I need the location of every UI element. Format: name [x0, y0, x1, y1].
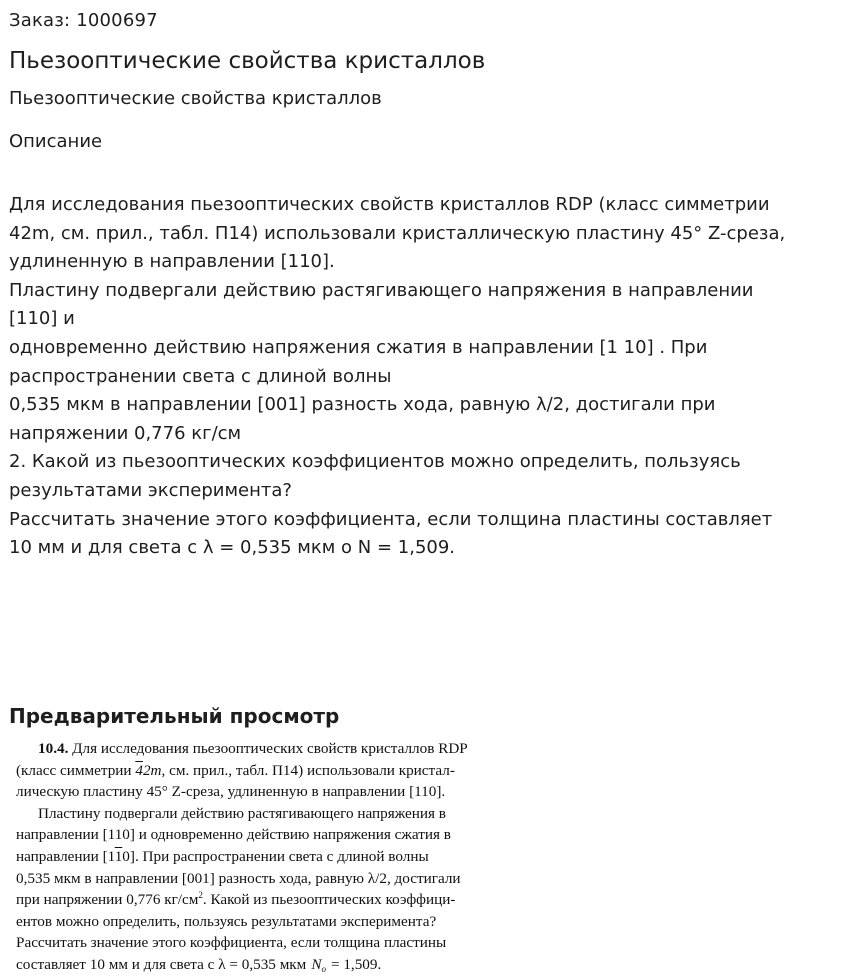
preview-text: Для исследования пьезооптических свойств кристаллов RDP — [72, 740, 468, 757]
preview-line — [16, 954, 526, 976]
description-text — [9, 191, 843, 563]
description-line: распространении света с длиной волны — [9, 365, 392, 387]
superscript: 2 — [198, 890, 203, 901]
preview-text: при напряжении 0,776 кг/см — [16, 891, 199, 909]
symmetry-bar-digit: 4 — [135, 761, 143, 779]
direction-a: [1 — [102, 847, 115, 865]
preview-text: Пластину подвергали действию растягивающего напряжения в — [38, 804, 446, 822]
direction-b: 0] — [122, 847, 135, 865]
preview-text: направлении [110] и одновременно действию напряжения сжатия в — [16, 826, 451, 844]
description-line: Для исследования пьезооптических свойств кристаллов RDP (класс симметрии — [9, 194, 770, 215]
preview-text: 0,535 мкм в направлении [001] разность хода, равную λ/2, достигали — [16, 869, 461, 887]
description-line: напряжении 0,776 кг/см — [9, 422, 242, 444]
preview-line — [16, 868, 526, 890]
direction-bar-digit: 1 — [114, 847, 123, 865]
preview-text: , см. прил., табл. П14) использовали кристал- — [161, 761, 455, 779]
symmetry-class: 2m — [142, 761, 162, 779]
preview-heading: Предварительный просмотр — [9, 704, 340, 728]
refractive-index-subscript: o — [321, 963, 326, 974]
preview-text: составляет 10 мм и для света с λ = 0,535 мкм — [16, 955, 307, 973]
preview-text: = 1,509. — [330, 955, 382, 973]
problem-number: 10.4. — [38, 740, 69, 757]
preview-text: . Какой из пьезооптических коэффици- — [202, 891, 456, 909]
preview-text: лическую пластину 45° Z-среза, удлиненную в направлении [110]. — [16, 783, 446, 801]
refractive-index-symbol: N — [311, 955, 322, 973]
description-line: 0,535 мкм в направлении [001] разность хода, равную λ/2, достигали при — [9, 394, 716, 416]
preview-line — [16, 760, 526, 782]
preview-line — [16, 932, 526, 954]
description-heading: Описание — [9, 131, 103, 152]
description-line: удлиненную в направлении [110]. — [9, 251, 335, 273]
description-line: [110] и — [9, 308, 75, 330]
description-line: 10 мм и для света с λ = 0,535 мкм о N = 1,509. — [9, 537, 456, 559]
preview-text: . При распространении света с длиной волны — [134, 847, 429, 865]
preview-text: Рассчитать значение этого коэффициента, если толщина пластины — [16, 934, 447, 952]
preview-text: направлении — [16, 847, 99, 865]
preview-text: ентов можно определить, пользуясь результатами эксперимента? — [16, 912, 437, 930]
order-number: Заказ: 1000697 — [9, 10, 158, 31]
description-line: Пластину подвергали действию растягивающего напряжения в направлении — [9, 279, 754, 301]
preview-line — [16, 803, 526, 825]
preview-text: (класс симметрии — [16, 761, 132, 779]
preview-line — [16, 846, 526, 868]
page-subtitle: Пьезооптические свойства кристаллов — [9, 88, 382, 109]
description-line: Рассчитать значение этого коэффициента, если толщина пластины составляет — [9, 508, 773, 530]
preview-line — [16, 911, 526, 933]
preview-line — [16, 738, 526, 760]
description-line: 42m, см. прил., табл. П14) использовали кристаллическую пластину 45° Z-среза, — [9, 222, 786, 244]
description-line: 2. Какой из пьезооптических коэффициентов можно определить, пользуясь — [9, 451, 741, 473]
preview-line — [16, 889, 526, 911]
page-title: Пьезооптические свойства кристаллов — [9, 48, 486, 74]
preview-line — [16, 781, 526, 803]
description-line: одновременно действию напряжения сжатия в направлении [1 10] . При — [9, 336, 708, 358]
preview-scan — [16, 738, 526, 976]
preview-line — [16, 824, 526, 846]
description-line: результатами эксперимента? — [9, 479, 292, 501]
